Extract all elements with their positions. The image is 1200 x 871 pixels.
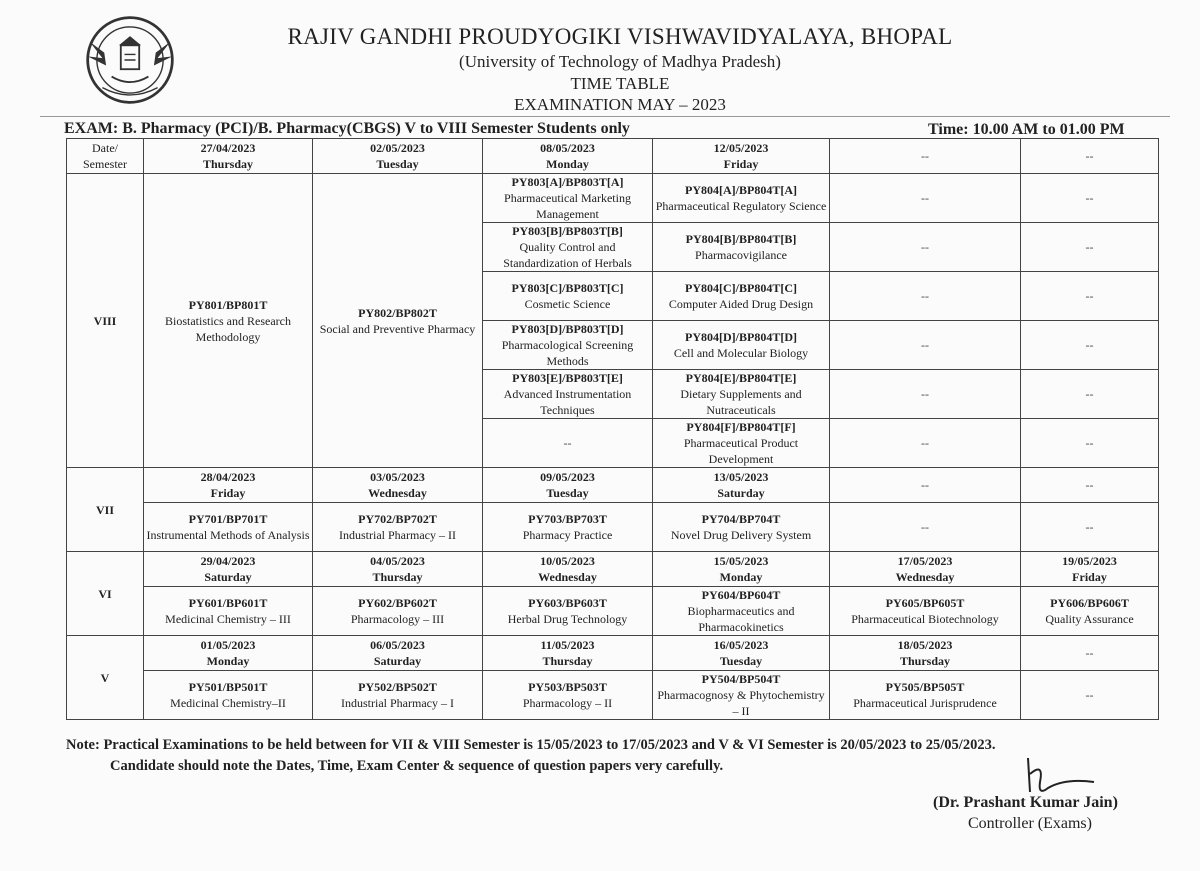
table-row — [67, 503, 1159, 552]
date-cell — [830, 552, 1021, 587]
subject-cell — [313, 587, 483, 636]
date-cell — [144, 636, 313, 671]
subject-code: PY804[C]/BP804T[C] — [685, 281, 797, 295]
table-row — [67, 468, 1159, 503]
candidate-note: Candidate should note the Dates, Time, Exam Center & sequence of question papers very carefully. — [110, 758, 724, 774]
date-cell — [313, 636, 483, 671]
timetable — [66, 138, 1159, 720]
date-text: 27/04/2023 — [200, 141, 256, 155]
subject-code: PY602/BP602T — [358, 596, 437, 610]
subject-cell — [483, 587, 653, 636]
subject-name: Industrial Pharmacy – II — [339, 528, 456, 542]
semester-label: V — [67, 636, 144, 720]
empty-cell: -- — [830, 419, 1021, 468]
subject-name: Medicinal Chemistry–II — [170, 696, 286, 710]
subject-code: PY802/BP802T — [358, 305, 437, 320]
empty-cell: -- — [1021, 468, 1159, 503]
day-text: Friday — [210, 486, 246, 500]
subject-code: PY701/BP701T — [188, 512, 268, 526]
subject-name: Biopharmaceutics and Pharmacokinetics — [687, 604, 795, 634]
day-text: Monday — [206, 654, 250, 668]
subject-code: PY603/BP603T — [528, 596, 607, 610]
date-cell — [830, 636, 1021, 671]
day-text: Thursday — [372, 570, 423, 584]
table-row — [67, 671, 1159, 720]
signatory-name: (Dr. Prashant Kumar Jain) — [933, 794, 1118, 811]
subject-name: Cosmetic Science — [524, 297, 611, 311]
empty-cell: -- — [1021, 174, 1159, 223]
empty-cell: -- — [1021, 419, 1159, 468]
table-row — [67, 139, 1159, 174]
empty-cell: -- — [1021, 671, 1159, 720]
subject-cell — [144, 503, 313, 552]
subject-name: Dietary Supplements and Nutraceuticals — [680, 387, 802, 417]
subject-name: Quality Control and Standardization of Herbals — [503, 240, 632, 270]
subject-code: PY501/BP501T — [188, 680, 268, 694]
subject-name: Social and Preventive Pharmacy — [319, 321, 476, 336]
subject-name: Computer Aided Drug Design — [668, 297, 814, 311]
subject-code: PY803[E]/BP803T[E] — [512, 371, 623, 385]
subject-code: PY803[C]/BP803T[C] — [511, 281, 624, 295]
subject-code: PY803[B]/BP803T[B] — [512, 224, 623, 238]
subject-code: PY502/BP502T — [358, 680, 437, 694]
date-text: 12/05/2023 — [713, 141, 769, 155]
date-text: 10/05/2023 — [540, 554, 595, 568]
date-text: 29/04/2023 — [200, 554, 256, 568]
subject-cell — [653, 503, 830, 552]
date-text: 09/05/2023 — [540, 470, 595, 484]
subject-name: Pharmaceutical Biotechnology — [851, 612, 999, 626]
subject-cell — [830, 587, 1021, 636]
date-cell — [483, 636, 653, 671]
date-text: 04/05/2023 — [370, 554, 425, 568]
subject-code: PY804[E]/BP804T[E] — [685, 371, 797, 385]
table-row — [67, 174, 1159, 223]
subject-cell — [313, 174, 483, 468]
university-name: RAJIV GANDHI PROUDYOGIKI VISHWAVIDYALAYA, BHOPAL — [287, 24, 953, 49]
date-cell — [313, 139, 483, 174]
date-text: 13/05/2023 — [713, 470, 769, 484]
empty-cell: -- — [1021, 321, 1159, 370]
corner-label-date: Date/ — [92, 141, 118, 155]
exam-session: EXAMINATION MAY – 2023 — [514, 95, 726, 114]
subject-name: Pharmacology – II — [522, 696, 613, 710]
subject-name: Pharmaceutical Marketing Management — [504, 191, 631, 221]
empty-cell: -- — [483, 419, 653, 468]
date-text: 01/05/2023 — [200, 638, 256, 652]
subject-cell — [144, 587, 313, 636]
subject-name: Pharmacological Screening Methods — [501, 338, 634, 368]
subject-code: PY605/BP605T — [885, 596, 965, 610]
subject-cell — [653, 419, 830, 468]
day-text: Friday — [723, 157, 759, 171]
table-row — [67, 636, 1159, 671]
subject-name: Quality Assurance — [1045, 612, 1134, 626]
subject-cell — [653, 671, 830, 720]
date-text: 03/05/2023 — [370, 470, 425, 484]
date-cell — [144, 468, 313, 503]
subject-name: Pharmacovigilance — [695, 248, 787, 262]
subject-name: Pharmaceutical Jurisprudence — [853, 696, 997, 710]
date-text: 16/05/2023 — [713, 638, 769, 652]
subject-code: PY703/BP703T — [528, 512, 607, 526]
document-type: TIME TABLE — [570, 74, 670, 93]
subject-name: Advanced Instrumentation Techniques — [503, 387, 632, 417]
subject-code: PY704/BP704T — [701, 512, 781, 526]
corner-label-semester: Semester — [83, 157, 127, 171]
practical-exam-note: Note: Practical Examinations to be held between for VII & VIII Semester is 15/05/2023 to 17/05/2023 and V & VI Semester is 20/05/2023 to 25/05/2023. — [66, 737, 996, 753]
subject-code: PY804[D]/BP804T[D] — [685, 330, 797, 344]
date-cell — [1021, 552, 1159, 587]
semester-label: VIII — [67, 174, 144, 468]
date-text: 06/05/2023 — [370, 638, 425, 652]
subject-cell — [144, 174, 313, 468]
subject-cell — [313, 503, 483, 552]
date-cell — [653, 552, 830, 587]
subject-name: Instrumental Methods of Analysis — [146, 528, 310, 542]
empty-cell: -- — [830, 503, 1021, 552]
subject-cell — [1021, 587, 1159, 636]
day-text: Tuesday — [376, 157, 419, 171]
day-text: Tuesday — [719, 654, 763, 668]
date-text: 02/05/2023 — [370, 141, 425, 155]
day-text: Monday — [719, 570, 763, 584]
date-cell — [653, 139, 830, 174]
subject-cell — [483, 370, 653, 419]
university-subtitle: (University of Technology of Madhya Pradesh) — [459, 52, 781, 71]
day-text: Thursday — [542, 654, 593, 668]
date-text: 17/05/2023 — [897, 554, 953, 568]
subject-name: Pharmacognosy & Phytochemistry – II — [657, 688, 825, 718]
empty-cell: -- — [830, 370, 1021, 419]
empty-cell: -- — [1021, 370, 1159, 419]
subject-cell — [483, 272, 653, 321]
day-text: Thursday — [202, 157, 254, 171]
empty-cell: -- — [830, 272, 1021, 321]
subject-code: PY503/BP503T — [528, 680, 607, 694]
date-cell — [483, 468, 653, 503]
day-text: Tuesday — [546, 486, 589, 500]
day-text: Friday — [1072, 570, 1107, 584]
semester-label: VI — [67, 552, 144, 636]
day-text: Wednesday — [368, 486, 427, 500]
date-cell — [144, 139, 313, 174]
subject-name: Biostatistics and Research Methodology — [165, 313, 291, 344]
day-text: Saturday — [717, 486, 765, 500]
subject-cell — [653, 321, 830, 370]
subject-name: Herbal Drug Technology — [507, 612, 628, 626]
date-text: 19/05/2023 — [1062, 554, 1117, 568]
date-cell — [653, 468, 830, 503]
date-cell — [313, 468, 483, 503]
subject-cell — [483, 174, 653, 223]
subject-name: Pharmaceutical Regulatory Science — [655, 199, 827, 213]
subject-code: PY801/BP801T — [188, 297, 268, 312]
day-text: Saturday — [204, 570, 252, 584]
day-text: Saturday — [373, 654, 422, 668]
empty-cell: -- — [1021, 223, 1159, 272]
subject-code: PY804[A]/BP804T[A] — [685, 183, 797, 197]
subject-code: PY803[A]/BP803T[A] — [511, 175, 624, 189]
empty-cell: -- — [830, 321, 1021, 370]
subject-cell — [653, 587, 830, 636]
corner-header — [67, 139, 144, 174]
date-cell — [653, 636, 830, 671]
subject-cell — [483, 321, 653, 370]
subject-code: PY803[D]/BP803T[D] — [511, 322, 624, 336]
day-text: Wednesday — [895, 570, 955, 584]
empty-cell: -- — [830, 174, 1021, 223]
day-text: Wednesday — [538, 570, 597, 584]
semester-label: VII — [67, 468, 144, 552]
date-text: 11/05/2023 — [540, 638, 595, 652]
empty-cell: -- — [1021, 139, 1159, 174]
subject-cell — [653, 272, 830, 321]
subject-name: Novel Drug Delivery System — [670, 528, 812, 542]
subject-cell — [653, 370, 830, 419]
subject-name: Industrial Pharmacy – I — [341, 696, 454, 710]
subject-code: PY804[B]/BP804T[B] — [685, 232, 797, 246]
subject-code: PY601/BP601T — [188, 596, 268, 610]
date-cell — [483, 552, 653, 587]
subject-name: Pharmaceutical Product Development — [683, 436, 799, 466]
subject-code: PY702/BP702T — [358, 512, 437, 526]
empty-cell: -- — [1021, 636, 1159, 671]
exam-course-line: EXAM: B. Pharmacy (PCI)/B. Pharmacy(CBGS) V to VIII Semester Students only — [64, 120, 630, 137]
date-text: 15/05/2023 — [713, 554, 769, 568]
subject-name: Pharmacology – III — [350, 612, 445, 626]
subject-code: PY604/BP604T — [701, 588, 781, 602]
subject-code: PY804[F]/BP804T[F] — [686, 420, 796, 434]
subject-cell — [653, 174, 830, 223]
header-divider — [40, 116, 1170, 117]
table-row — [67, 587, 1159, 636]
subject-name: Pharmacy Practice — [522, 528, 613, 542]
subject-cell — [144, 671, 313, 720]
signatory-title: Controller (Exams) — [968, 815, 1092, 832]
subject-cell — [483, 671, 653, 720]
date-cell — [144, 552, 313, 587]
subject-cell — [483, 223, 653, 272]
date-text: 08/05/2023 — [540, 141, 595, 155]
empty-cell: -- — [1021, 272, 1159, 321]
empty-cell: -- — [830, 139, 1021, 174]
subject-code: PY504/BP504T — [701, 672, 781, 686]
day-text: Thursday — [899, 654, 951, 668]
table-row — [67, 552, 1159, 587]
empty-cell: -- — [1021, 503, 1159, 552]
subject-cell — [483, 503, 653, 552]
subject-cell — [830, 671, 1021, 720]
subject-code: PY606/BP606T — [1050, 596, 1129, 610]
empty-cell: -- — [830, 468, 1021, 503]
subject-code: PY505/BP505T — [885, 680, 965, 694]
subject-name: Medicinal Chemistry – III — [165, 612, 291, 626]
exam-time: Time: 10.00 AM to 01.00 PM — [928, 121, 1125, 138]
subject-cell — [653, 223, 830, 272]
day-text: Monday — [546, 157, 589, 171]
date-cell — [313, 552, 483, 587]
date-text: 18/05/2023 — [897, 638, 953, 652]
date-text: 28/04/2023 — [200, 470, 256, 484]
subject-cell — [313, 671, 483, 720]
date-cell — [483, 139, 653, 174]
subject-name: Cell and Molecular Biology — [673, 346, 809, 360]
empty-cell: -- — [830, 223, 1021, 272]
